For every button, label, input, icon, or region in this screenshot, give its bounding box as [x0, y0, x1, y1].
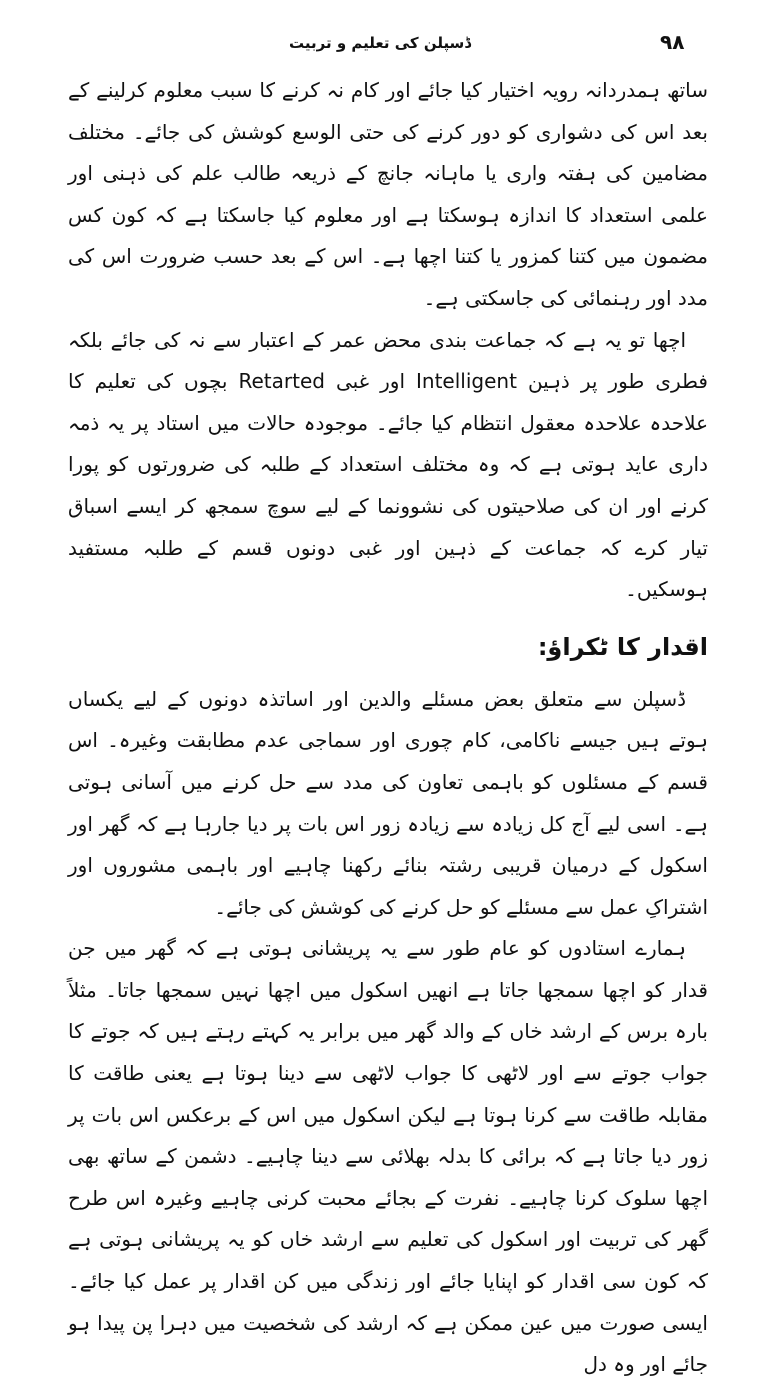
page-number: ۹۸ — [660, 30, 685, 54]
page-body — [68, 70, 708, 1386]
running-title: ڈسپلن کی تعلیم و تربیت — [289, 34, 471, 52]
section-heading: اقدار کا ٹکراؤ: — [537, 632, 708, 661]
paragraph-2: اچھا تو یہ ہے کہ جماعت بندی محض عمر کے اعتبار سے نہ کی جائے بلکہ فطری طور پر ذہین Intelligent اور غبی Retarted بچوں کی تعلیم کا علاحدہ علاحدہ معقول انتظام کیا جائے۔ موجودہ حالات میں استاد پر یہ ذمہ داری عاید ہوتی ہے کہ وہ مختلف استعداد کے طلبہ کی ضرورتوں کو پورا کرنے اور ان کی صلاحیتوں کی نشوونما کے لیے سوچ سمجھ کر ایسے اسباق تیار کرے کہ جماعت کے ذہین اور غبی دونوں قسم کے طلبہ مستفید ہوسکیں۔ — [68, 327, 708, 602]
paragraph-1: ساتھ ہمدردانہ رویہ اختیار کیا جائے اور کام نہ کرنے کا سبب معلوم کرلینے کے بعد اس کی دشواری کو دور کرنے کی حتی الوسع کوشش کی جائے۔ مختلف مضامین کی ہفتہ واری یا ماہانہ جانچ کے ذریعہ طالب علم کی ذہنی اور علمی استعداد کا اندازہ ہوسکتا ہے اور معلوم کیا جاسکتا ہے کہ کون کس مضمون میں کتنا کمزور یا کتنا اچھا ہے۔ اس کے بعد حسب ضرورت اس کی مدد اور رہنمائی کی جاسکتی ہے۔ — [68, 78, 708, 310]
paragraph-3: ڈسپلن سے متعلق بعض مسئلے والدین اور اساتذہ دونوں کے لیے یکساں ہوتے ہیں جیسے ناکامی، کام چوری اور سماجی عدم مطابقت وغیرہ۔ اس قسم کے مسئلوں کو باہمی تعاون کی مدد سے حل کرنے میں آسانی ہوتی ہے۔ اسی لیے آج کل زیادہ سے زیادہ زور اس بات پر دیا جارہا ہے کہ گھر اور اسکول کے درمیان قریبی رشتہ بنائے رکھنا چاہیے اور باہمی مشوروں اور اشتراکِ عمل سے مسئلے کو حل کرنے کی کوشش کی جائے۔ — [68, 686, 708, 919]
paragraph-4: ہمارے استادوں کو عام طور سے یہ پریشانی ہوتی ہے کہ گھر میں جن قدار کو اچھا سمجھا جاتا ہے انھیں اسکول میں اچھا نہیں سمجھا جاتا۔ مثلاً بارہ برس کے ارشد خاں کے والد گھر میں برابر یہ کہتے رہتے ہیں کہ جوتے کا جواب جوتے سے اور لاٹھی کا جواب لاٹھی سے دینا ہوتا ہے یعنی طاقت کا مقابلہ طاقت سے کرنا ہوتا ہے لیکن اسکول میں اس کے برعکس اس بات پر زور دیا جاتا ہے کہ برائی کا بدلہ بھلائی سے دینا چاہیے۔ دشمن کے ساتھ بھی اچھا سلوک کرنا چاہیے۔ نفرت کے بجائے محبت کرنی چاہیے وغیرہ اس طرح گھر کی تربیت اور اسکول کی تعلیم سے ارشد خاں کو یہ پریشانی ہوتی ہے کہ کون سی اقدار کو اپنایا جائے اور زندگی میں کن اقدار پر عمل کیا جائے۔ ایسی صورت میں عین ممکن ہے کہ ارشد کی شخصیت میں دہرا پن پیدا ہو جائے اور وہ دل — [68, 936, 708, 1377]
